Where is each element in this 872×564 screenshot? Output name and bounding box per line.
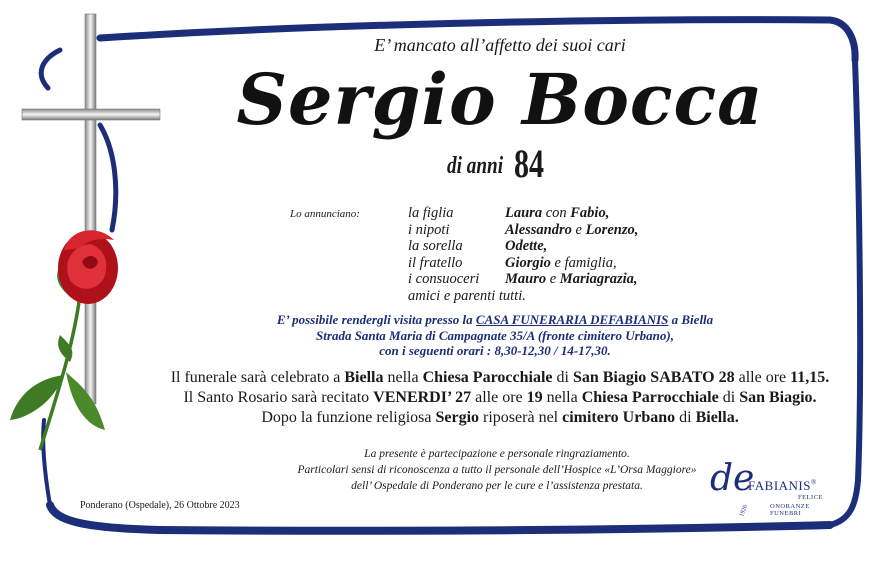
deceased-name: Sergio Bocca <box>236 58 764 141</box>
text-bold: Sergio <box>435 409 480 426</box>
thanks-line: dell’ Ospedale di Ponderano per le cure e l’assistenza prestata. <box>351 480 643 492</box>
relative-name: Odette, <box>505 238 548 254</box>
announcer-row <box>408 271 638 288</box>
text-bold: Biella. <box>695 409 739 426</box>
heading-text: E’ mancato all’affetto dei suoi cari <box>374 35 626 55</box>
text: alle ore <box>471 389 527 406</box>
announcer-row <box>408 205 638 222</box>
announcer-row <box>408 255 638 272</box>
announcer-row <box>408 222 638 239</box>
visit-hours: con i seguenti orari : 8,30-12,30 / 14-17,30. <box>379 343 611 358</box>
text: di <box>552 369 573 386</box>
text: Il funerale sarà celebrato a <box>170 369 345 386</box>
relation-label: i consuoceri <box>408 271 480 287</box>
text-bold: Chiesa Parocchiale <box>422 369 553 386</box>
relative-name: Fabio, <box>570 205 610 221</box>
relative-sep: e <box>546 271 560 287</box>
announcers-closing: amici e parenti tutti. <box>408 287 526 304</box>
text: nella <box>383 369 423 386</box>
text-bold: San Biagio <box>572 369 647 386</box>
logo-felice: FELICE <box>798 494 824 501</box>
logo-brand-text: FABIANIS <box>748 478 811 493</box>
visit-info <box>220 312 770 359</box>
logo-onoranze: ONORANZE FUNEBRI <box>770 503 810 517</box>
relative-name: Lorenzo, <box>585 221 639 238</box>
relative-name: Laura <box>505 205 543 221</box>
age-value: 84 <box>514 141 545 186</box>
logo-year: 1926 <box>739 504 749 518</box>
relative-name: Alessandro <box>505 221 572 238</box>
visit-address: Strada Santa Maria di Campagnate 35/A (fronte cimitero Urbano), <box>316 327 674 343</box>
funeral-info <box>135 368 865 428</box>
text-bold: cimitero Urbano <box>562 409 676 426</box>
text-bold: San Biagio. <box>739 389 817 406</box>
logo-mark: de <box>710 458 755 499</box>
funeral-line-1 <box>135 368 865 388</box>
thanks-line: Particolari sensi di riconoscenza a tutto il personale dell’Hospice «L’Orsa Maggiore» <box>297 464 697 476</box>
place-date: Ponderano (Ospedale), 26 Ottobre 2023 <box>80 500 240 511</box>
relation-label: la figlia <box>408 205 454 221</box>
relative-name: Mariagrazia, <box>559 271 638 287</box>
text: di <box>675 409 696 426</box>
age-line <box>440 140 554 187</box>
relation-label: il fratello <box>408 254 463 271</box>
visit-text: a Biella <box>668 312 714 327</box>
text-bold: 11,15. <box>790 369 830 386</box>
text-bold: VENERDI’ 27 <box>373 389 472 406</box>
logo-brand <box>748 478 817 494</box>
funeral-line-2 <box>135 388 865 408</box>
announcers-label: Lo annunciano: <box>290 208 360 220</box>
thanks-line: La presente è partecipazione e personale ringraziamento. <box>364 448 630 460</box>
defabianis-logo <box>710 450 840 520</box>
text-bold: Biella <box>344 369 384 386</box>
text: nella <box>542 389 582 406</box>
text: di <box>718 389 740 406</box>
age-label: di anni <box>447 153 504 179</box>
relative-tail: e famiglia, <box>550 254 617 271</box>
text-bold: Chiesa Parrocchiale <box>581 389 719 406</box>
text: riposerà nel <box>479 409 563 426</box>
relative-name: Mauro <box>505 271 547 287</box>
text: Il Santo Rosario sarà recitato <box>183 389 374 406</box>
thanks-text <box>262 446 732 494</box>
announcer-row <box>408 238 638 255</box>
visit-text: E’ possibile rendergli visita presso la <box>276 312 476 327</box>
announcers-list <box>408 205 638 304</box>
relation-label: la sorella <box>408 238 463 254</box>
funeral-home-link[interactable]: CASA FUNERARIA DEFABIANIS <box>475 312 669 327</box>
relative-name: Giorgio <box>505 254 551 271</box>
text-bold: SABATO 28 <box>650 369 735 386</box>
relation-label: i nipoti <box>408 221 450 238</box>
relative-sep: con <box>542 205 571 221</box>
text: Dopo la funzione religiosa <box>261 409 436 426</box>
relative-sep: e <box>571 221 586 238</box>
funeral-line-3 <box>135 408 865 428</box>
text-bold: 19 <box>526 389 543 406</box>
text: alle ore <box>734 369 791 386</box>
logo-reg: ® <box>811 478 817 487</box>
